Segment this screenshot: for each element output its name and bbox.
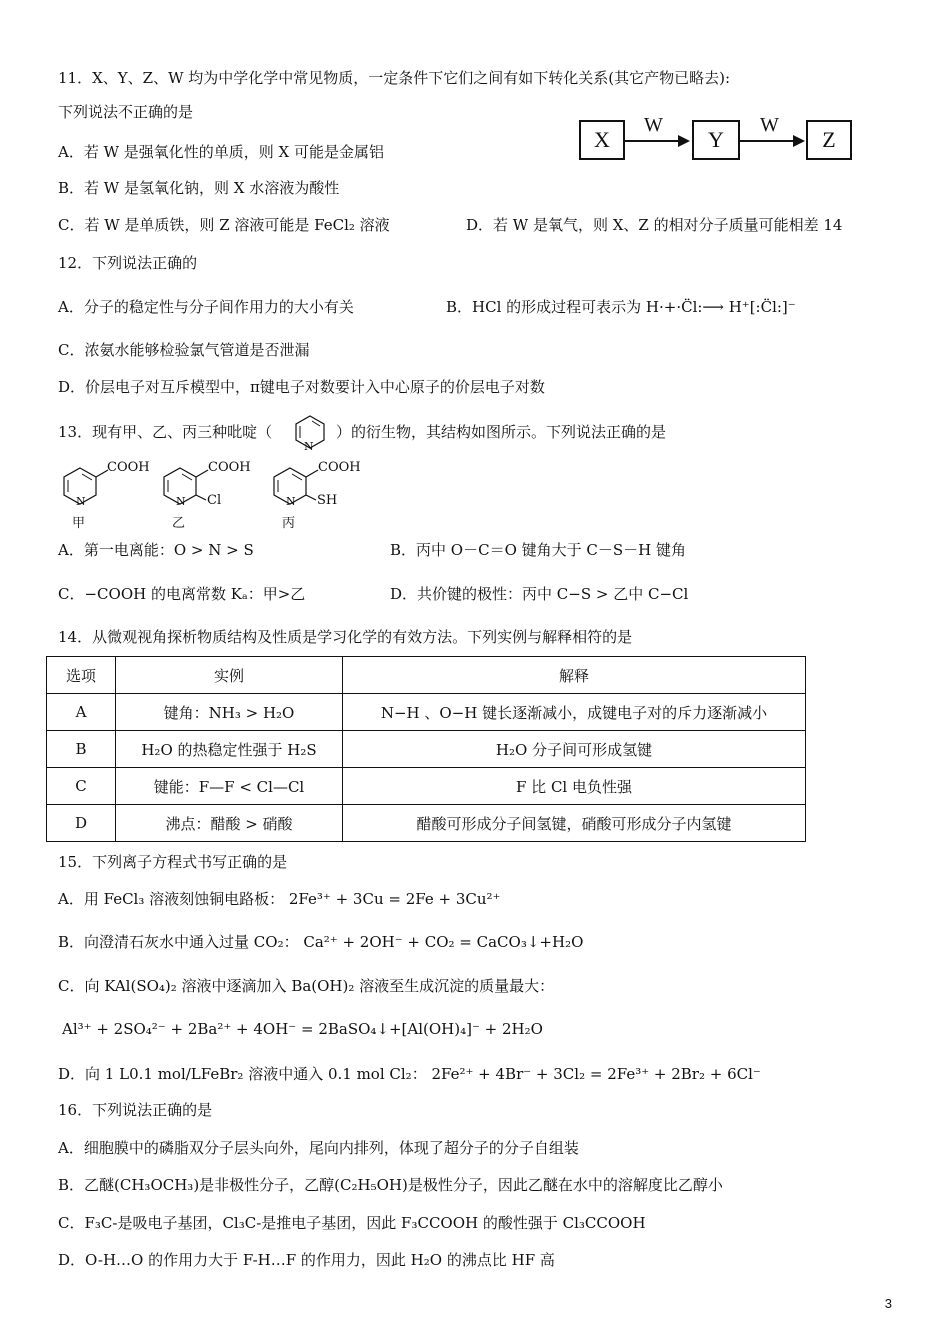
q16-stem: 16．下列说法正确的是: [58, 1101, 213, 1119]
molecule-bing-sh: SH: [317, 493, 338, 508]
table-cell: N−H 、O−H 键长逐渐减小，成键电子对的斥力逐渐减小: [343, 694, 806, 731]
table-cell: A: [47, 694, 116, 731]
q11-option-c: C．若 W 是单质铁，则 Z 溶液可能是 FeCl₂ 溶液: [58, 216, 390, 234]
table-cell: C: [47, 768, 116, 805]
table-cell: F 比 Cl 电负性强: [343, 768, 806, 805]
pyridine-n-label: N: [304, 440, 314, 453]
table-cell: B: [47, 731, 116, 768]
table-header-option: 选项: [47, 657, 116, 694]
box-y: Y: [692, 120, 740, 160]
table-header-row: [47, 657, 806, 694]
q13-option-c: C．−COOH 的电离常数 Kₐ：甲>乙: [58, 585, 306, 603]
q14-table: [46, 656, 806, 842]
q11-stem: 11．X、Y、Z、W 均为中学化学中常见物质，一定条件下它们之间有如下转化关系(其它产物已略去):: [58, 69, 731, 87]
q11-option-b: B．若 W 是氢氧化钠，则 X 水溶液为酸性: [58, 179, 340, 197]
molecule-bing: [268, 462, 324, 510]
q13-stem-post: ）的衍生物，其结构如图所示。下列说法正确的是: [336, 423, 667, 441]
table-row: [47, 805, 806, 842]
table-cell: 沸点：醋酸 > 硝酸: [116, 805, 343, 842]
q13-stem-pre: 13．现有甲、乙、丙三种吡啶（: [58, 423, 273, 441]
molecule-yi-n: N: [176, 495, 186, 508]
table-cell: H₂O 的热稳定性强于 H₂S: [116, 731, 343, 768]
table-header-explanation: 解释: [343, 657, 806, 694]
q15-option-b: B．向澄清石灰水中通入过量 CO₂： Ca²⁺ + 2OH⁻ + CO₂ = CaCO₃↓+H₂O: [58, 933, 584, 951]
q16-option-b: B．乙醚(CH₃OCH₃)是非极性分子，乙醇(C₂H₅OH)是极性分子，因此乙醚在水中的溶解度比乙醇小: [58, 1176, 723, 1194]
molecule-yi-label: 乙: [172, 516, 186, 531]
q15-option-a: A．用 FeCl₃ 溶液刻蚀铜电路板： 2Fe³⁺ + 3Cu = 2Fe + 3Cu²⁺: [58, 890, 501, 908]
q12-option-d: D．价层电子对互斥模型中，π键电子对数要计入中心原子的价层电子对数: [58, 378, 545, 396]
q13-option-d: D．共价键的极性：丙中 C−S > 乙中 C−Cl: [390, 585, 689, 603]
table-cell: 键角：NH₃ > H₂O: [116, 694, 343, 731]
q15-stem: 15．下列离子方程式书写正确的是: [58, 853, 288, 871]
molecule-yi-cl: Cl: [207, 493, 222, 508]
q16-option-d: D．O-H…O 的作用力大于 F-H…F 的作用力，因此 H₂O 的沸点比 HF 高: [58, 1251, 555, 1269]
table-cell: 键能：F—F < Cl—Cl: [116, 768, 343, 805]
arrow-xy: [624, 140, 688, 142]
q16-option-c: C．F₃C-是吸电子基团，Cl₃C-是推电子基团，因此 F₃CCOOH 的酸性强于 Cl₃CCOOH: [58, 1214, 646, 1232]
q12-option-a: A．分子的稳定性与分子间作用力的大小有关: [58, 298, 354, 316]
table-cell: 醋酸可形成分子间氢键，硝酸可形成分子内氢键: [343, 805, 806, 842]
arrow-label-w1: W: [644, 114, 663, 136]
molecule-bing-n: N: [286, 495, 296, 508]
arrow-yz: [739, 140, 803, 142]
molecule-bing-label: 丙: [282, 516, 296, 531]
molecule-jia-n: N: [76, 495, 86, 508]
q13-option-b: B．丙中 O－C＝O 键角大于 C－S－H 键角: [390, 541, 687, 559]
molecule-bing-cooh: COOH: [318, 460, 361, 475]
molecule-yi: [158, 462, 214, 510]
table-header-example: 实例: [116, 657, 343, 694]
q12-option-b: B．HCl 的形成过程可表示为 H·+·C̈l:⟶ H⁺[:C̈l:]⁻: [446, 298, 796, 316]
box-z: Z: [806, 120, 852, 160]
table-cell: H₂O 分子间可形成氢键: [343, 731, 806, 768]
table-row: [47, 768, 806, 805]
q11-option-a: A．若 W 是强氧化性的单质，则 X 可能是金属铝: [58, 143, 385, 161]
q11-sub: 下列说法不正确的是: [58, 103, 194, 121]
molecule-jia-label: 甲: [72, 516, 86, 531]
arrow-label-w2: W: [760, 114, 779, 136]
table-row: [47, 694, 806, 731]
q12-option-c: C．浓氨水能够检验氯气管道是否泄漏: [58, 341, 310, 359]
table-row: [47, 731, 806, 768]
q15-option-c: C．向 KAl(SO₄)₂ 溶液中逐滴加入 Ba(OH)₂ 溶液至生成沉淀的质量最大：: [58, 977, 555, 995]
q15-option-d: D．向 1 L0.1 mol/LFeBr₂ 溶液中通入 0.1 mol Cl₂： 2Fe²⁺ + 4Br⁻ + 3Cl₂ = 2Fe³⁺ + 2Br₂ + 6Cl⁻: [58, 1065, 761, 1083]
q13-option-a: A．第一电离能：O > N > S: [58, 541, 254, 559]
q15-option-c-equation: Al³⁺ + 2SO₄²⁻ + 2Ba²⁺ + 4OH⁻ = 2BaSO₄↓+[Al(OH)₄]⁻ + 2H₂O: [62, 1020, 543, 1038]
molecule-jia-cooh: COOH: [107, 460, 150, 475]
table-cell: D: [47, 805, 116, 842]
page-number: 3: [884, 1296, 892, 1311]
box-x: X: [579, 120, 625, 160]
q16-option-a: A．细胞膜中的磷脂双分子层头向外，尾向内排列，体现了超分子的分子自组装: [58, 1139, 579, 1157]
molecule-yi-cooh: COOH: [208, 460, 251, 475]
q11-option-d: D．若 W 是氧气，则 X、Z 的相对分子质量可能相差 14: [466, 216, 843, 234]
q14-stem: 14．从微观视角探析物质结构及性质是学习化学的有效方法。下列实例与解释相符的是: [58, 628, 633, 646]
q12-stem: 12．下列说法正确的: [58, 254, 198, 272]
